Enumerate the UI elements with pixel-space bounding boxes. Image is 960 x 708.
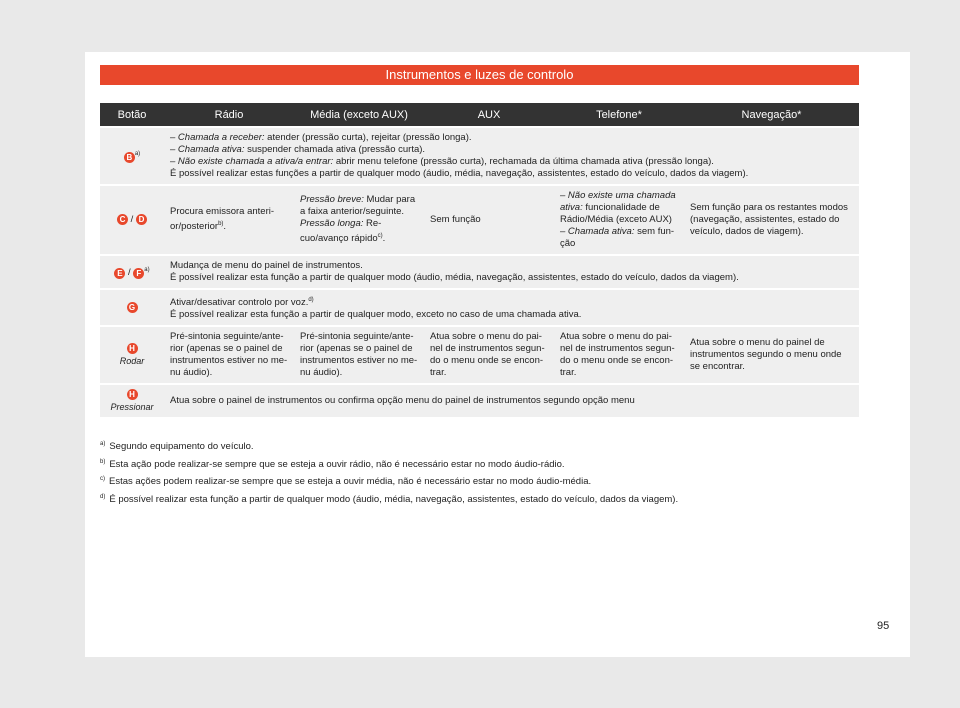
header-radio: Rádio [164, 103, 294, 126]
footnote-mark: b) [100, 458, 106, 465]
h-rodar-telefone-cell: Atua sobre o menu do painel de instrumentos segundo o menu onde se encontrar. [554, 327, 684, 383]
row-ef-description [164, 256, 859, 288]
header-navegacao: Navegação* [684, 103, 859, 126]
footnote-item [100, 455, 859, 473]
footnote-ref: c) [377, 233, 383, 240]
term: – Não existe uma chamada ativa: [560, 190, 676, 213]
footnote-mark: c) [100, 476, 105, 483]
description-text: É possível realizar estas funções a partir de qualquer modo (áudio, média, navegação, assistentes, estado do veículo, dados da viagem). [170, 168, 749, 179]
button-g-icon: G [127, 302, 138, 313]
cell-text: Mudar para a faixa anterior/seguinte. [300, 194, 416, 218]
cd-radio-cell [164, 186, 294, 254]
footnote-text: Segundo equipamento do veículo. [109, 441, 254, 453]
row-b-description [164, 128, 859, 184]
table-row-g [100, 290, 859, 325]
button-cell-h-rodar [100, 327, 164, 383]
table-row-h-rodar [100, 327, 859, 383]
cell-text: sem função [560, 226, 675, 249]
cell-text: funcionalidade de Rádio/Média (exceto AUX) [560, 202, 672, 225]
footnote-text: Esta ação pode realizar-se sempre que se esteja a ouvir rádio, não é necessário estar no modo áudio-rádio. [109, 458, 565, 470]
button-cell-g [100, 290, 164, 325]
cd-navegacao-cell: Sem função para os restantes modos (navegação, assistentes, estado do veículo, dados de viagem). [684, 186, 859, 254]
h-rodar-media-cell: Pré-sintonia seguinte/anterior (apenas se o painel de instrumentos estiver no menu áudio). [294, 327, 424, 383]
h-rodar-radio-cell: Pré-sintonia seguinte/anterior (apenas se o painel de instrumentos estiver no menu áudio). [164, 327, 294, 383]
description-text: Ativar/desativar controlo por voz. [170, 297, 309, 309]
description-text: suspender chamada ativa (pressão curta). [244, 144, 426, 155]
separator: / [130, 214, 134, 225]
row-h-pressionar-description: Atua sobre o painel de instrumentos ou confirma opção menu do painel de instrumentos segundo opção menu [164, 385, 859, 417]
button-f-icon: F [133, 268, 144, 279]
cell-text: Recuo/avanço rápido [300, 218, 382, 245]
button-cell-ef [100, 256, 164, 288]
table-header-row [100, 103, 859, 126]
header-aux: AUX [424, 103, 554, 126]
h-rodar-aux-cell: Atua sobre o menu do painel de instrumentos segundo o menu onde se encontrar. [424, 327, 554, 383]
footnote-ref: b) [218, 221, 224, 228]
term: Pressão longa: [300, 218, 364, 230]
term: Pressão breve: [300, 194, 364, 206]
cell-text: . [223, 221, 227, 233]
footnote-text: É possível realizar esta função a partir de qualquer modo (áudio, média, navegação, assistentes, estado do veículo, dados da viagem). [109, 494, 679, 506]
page-number: 95 [877, 620, 890, 632]
footnote-ref: a) [144, 267, 150, 274]
button-cell-b [100, 128, 164, 184]
footnote-mark: d) [100, 493, 106, 500]
header-telefone: Telefone* [554, 103, 684, 126]
table-row-b [100, 128, 859, 184]
footnote-text: Estas ações podem realizar-se sempre que se esteja a ouvir média, não é necessário estar no modo áudio-média. [109, 476, 592, 488]
description-text: atender (pressão curta), rejeitar (pressão longa). [264, 132, 472, 143]
footnotes [100, 437, 859, 508]
button-cell-h-pressionar [100, 385, 164, 417]
footnote-ref: a) [134, 151, 141, 158]
description-text: É possível realizar esta função a partir de qualquer modo, exceto no caso de uma chamada ativa. [170, 309, 582, 321]
cd-telefone-cell [554, 186, 684, 254]
footnote-ref: d) [308, 297, 314, 303]
button-d-icon: D [136, 214, 147, 225]
button-h-icon: H [127, 389, 138, 400]
button-c-icon: C [117, 214, 128, 225]
button-b-icon: B [124, 152, 135, 163]
description-text: abrir menu telefone (pressão curta), rechamada da última chamada ativa (pressão longa). [333, 156, 714, 167]
term: – Não existe chamada a ativa/a entrar: [170, 156, 334, 167]
term: – Chamada a receber: [170, 132, 265, 143]
controls-table [100, 101, 859, 419]
cell-text: Procura emissora anterior/posterior [170, 206, 275, 233]
cd-aux-cell: Sem função [424, 186, 554, 254]
section-title-banner: Instrumentos e luzes de controlo [100, 65, 859, 85]
button-action-label: Rodar [119, 356, 145, 367]
table-row-cd [100, 186, 859, 254]
footnote-mark: a) [100, 441, 106, 447]
cell-text: . [382, 233, 386, 245]
row-g-description [164, 290, 859, 325]
button-h-icon: H [127, 343, 138, 354]
table-row-ef [100, 256, 859, 288]
cd-media-cell [294, 186, 424, 254]
button-e-icon: E [114, 268, 125, 279]
footnote-item [100, 437, 859, 455]
separator: / [128, 267, 131, 279]
table-row-h-pressionar [100, 385, 859, 417]
description-text: É possível realizar esta função a partir de qualquer modo (áudio, média, navegação, assistentes, estado do veículo, dados da viagem). [170, 272, 739, 283]
term: – Chamada ativa: [170, 144, 245, 155]
h-rodar-navegacao-cell: Atua sobre o menu do painel de instrumentos segundo o menu onde se encontrar. [684, 327, 859, 383]
header-botao: Botão [100, 103, 164, 126]
header-media: Média (exceto AUX) [294, 103, 424, 126]
button-cell-cd [100, 186, 164, 254]
description-text: Mudança de menu do painel de instrumentos. [170, 260, 363, 271]
term: – Chamada ativa: [560, 226, 635, 237]
footnote-item [100, 472, 859, 490]
footnote-item [100, 490, 859, 508]
button-action-label: Pressionar [110, 402, 154, 413]
